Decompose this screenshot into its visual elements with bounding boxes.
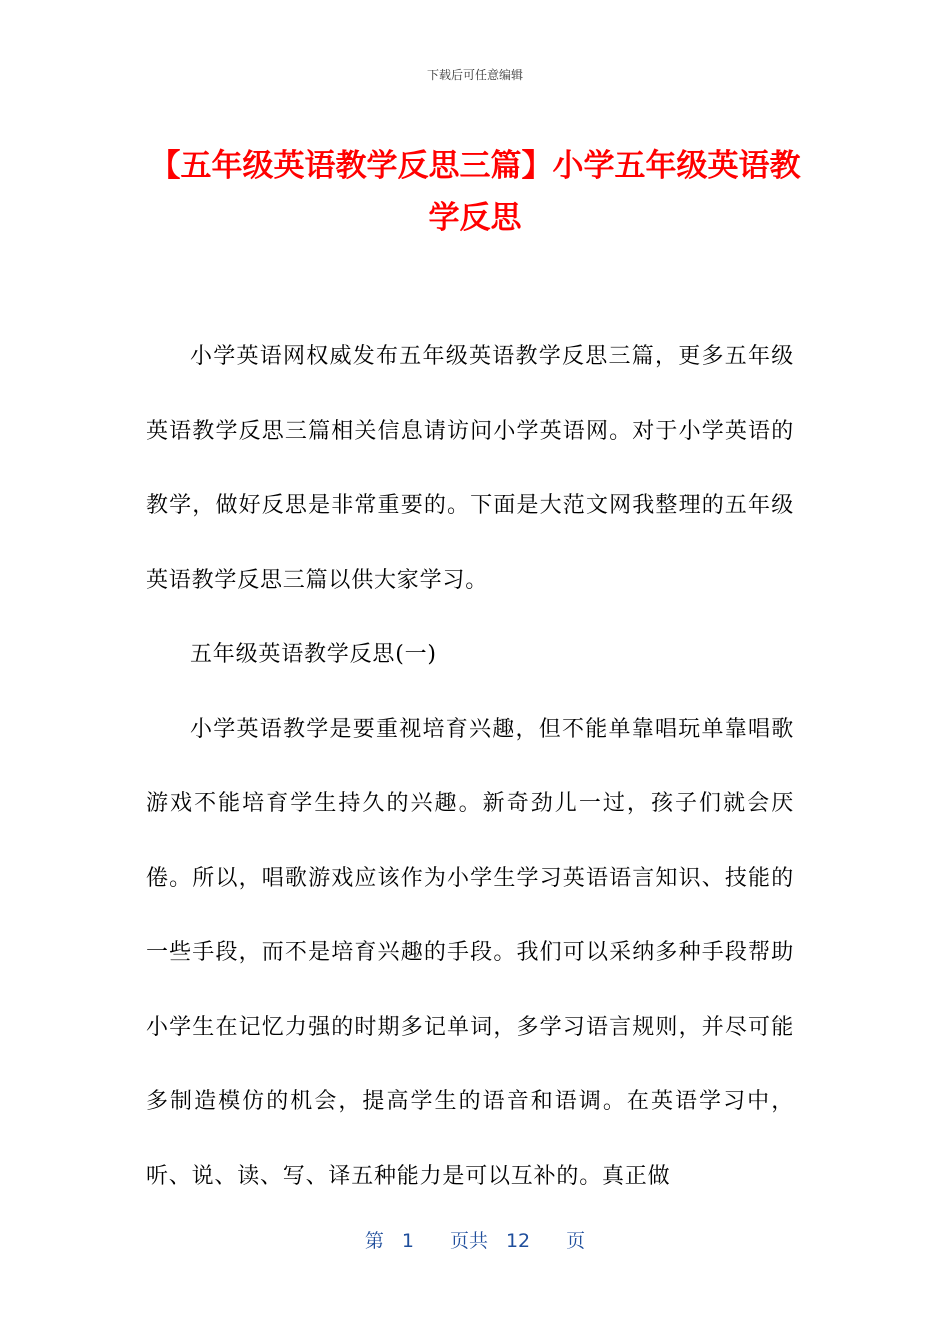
footer-page-number: 1: [401, 1230, 414, 1252]
document-title: 【五年级英语教学反思三篇】小学五年级英语教学反思: [149, 148, 801, 236]
footer-middle: 页共: [449, 1230, 488, 1252]
document-body: [146, 320, 794, 1214]
footer-prefix: 第: [364, 1230, 384, 1252]
page-footer: [0, 1226, 950, 1253]
footer-suffix: 页: [566, 1230, 586, 1252]
header-note: 下载后可任意编辑: [426, 68, 523, 82]
footer-total-pages: 12: [505, 1230, 531, 1252]
paragraph-intro: 小学英语网权威发布五年级英语教学反思三篇，更多五年级英语教学反思三篇相关信息请访问小学英语网。对于小学英语的教学，做好反思是非常重要的。下面是大范文网我整理的五年级英语教学反思三篇以供大家学习。: [146, 344, 794, 593]
paragraph-section-one: 小学英语教学是要重视培育兴趣，但不能单靠唱玩单靠唱歌游戏不能培育学生持久的兴趣。新奇劲儿一过，孩子们就会厌倦。所以，唱歌游戏应该作为小学生学习英语语言知识、技能的一些手段，而不是培育兴趣的手段。我们可以采纳多种手段帮助小学生在记忆力强的时期多记单词，多学习语言规则，并尽可能多制造模仿的机会，提高学生的语音和语调。在英语学习中，听、说、读、写、译五种能力是可以互补的。真正做: [146, 716, 794, 1189]
section-heading: 五年级英语教学反思(一): [190, 642, 437, 667]
